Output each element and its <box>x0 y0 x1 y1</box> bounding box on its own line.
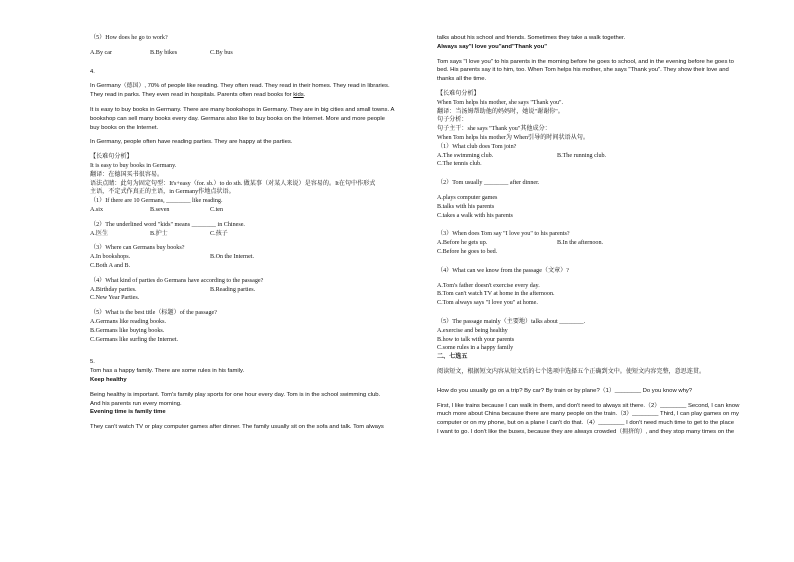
question-stem: （1）If there are 10 Germans, ________ like reading. <box>90 198 223 205</box>
option: A.In bookshops. <box>90 254 131 261</box>
option: A.exercise and being healthy <box>437 327 508 334</box>
analysis-line: When Tom helps his mother, she says "Thank you". <box>437 99 564 106</box>
option: A.Germans like reading books. <box>90 318 166 325</box>
passage-number: 5. <box>90 359 95 366</box>
analysis-title: 【长难句分析】 <box>90 154 133 161</box>
analysis-line: When Tom helps his mother为 When引导的时间状语从句。 <box>437 134 589 141</box>
analysis-line: 主语，不定式作真正的主语，in Germany作地点状语。 <box>90 189 235 196</box>
answer-options <box>90 230 424 239</box>
option: C.takes a walk with his parents <box>437 212 513 219</box>
passage-line: bed. His parents say it to him, too. When Tom helps his mother, she says "Thank you". They show their love and <box>437 67 729 74</box>
passage-number: 4. <box>90 68 95 75</box>
option: B.The running club. <box>557 152 607 159</box>
option: A.Before he gets up. <box>437 240 488 247</box>
passage-line: computer or on my phone, but on a plane I can't do that.（4）________ I don't need much time to get to the place <box>437 420 734 427</box>
question-stem: （5）What is the best title（标题）of the passage? <box>90 310 217 317</box>
answer-options <box>437 152 773 161</box>
answer-options <box>90 206 424 215</box>
question-stem: （5）The passage mainly（主要地）talks about ________. <box>437 318 586 325</box>
question-stem: （2）The underlined word "kids" means ________ in Chinese. <box>90 221 245 228</box>
analysis-line: 语法点睛：此句为固定句型：It's+easy（for. sb.）to do sth. 做某事（对某人来说）是容易的。It在句中作形式 <box>90 180 376 187</box>
option: C.Before he goes to bed. <box>437 248 498 255</box>
section-heading: Keep healthy <box>90 376 127 383</box>
option: B.In the afternoon. <box>557 240 604 247</box>
option: B.talks with his parents <box>437 203 495 210</box>
passage-line: I want to go. I don't like the buses, because they are always crowded（拥挤的）, and they stop many times on the <box>437 428 735 435</box>
option: C.Both A and B. <box>90 262 131 269</box>
option: B.how to talk with your parents <box>437 336 515 343</box>
left-column <box>90 34 424 432</box>
analysis-line: 句子主干：she says "Thank you"其他成分： <box>437 126 551 133</box>
section-heading: Evening time is family time <box>90 409 166 416</box>
option: C.some rules in a happy family <box>437 345 514 352</box>
passage-line: How do you usually go on a trip? By car? By train or by plane?（1）________ Do you know why? <box>437 387 693 394</box>
analysis-line: 翻译：在德国买书很容易。 <box>90 171 164 178</box>
answer-options <box>90 49 424 58</box>
question-stem: （5）How does he go to work? <box>90 35 168 41</box>
question-stem: （1）What club does Tom join? <box>437 143 517 150</box>
passage-line: talks about his school and friends. Sometimes they take a walk together. <box>437 35 626 41</box>
passage-line: And his parents run every morning. <box>90 400 182 407</box>
passage-text: They read in parks. They even read in hospitals. Parents often read books for kids. <box>90 92 306 99</box>
option: B.On the Internet. <box>210 254 254 261</box>
option: B.护士 <box>150 230 168 237</box>
option: B.Germans like buying books. <box>90 327 165 334</box>
passage-line: bookshop can sell many books every day. Germans also like to buy books on the Internet. More and more people <box>90 115 385 122</box>
option: C.By bus <box>210 49 233 56</box>
passage-line: buy books on the Internet. <box>90 124 159 131</box>
option: C.Tom always says "I love you" at home. <box>437 300 538 307</box>
passage-line: Tom has a happy family. There are some rules in his family. <box>90 368 245 375</box>
passage-line: Being healthy is important. Tom's family play sports for one hour every day. Tom is in the school swimming club. <box>90 391 381 398</box>
option: A.plays computer games <box>437 194 498 201</box>
question-stem: （4）What can we know from the passage（文章）? <box>437 267 569 274</box>
option: C.New Year Parties. <box>90 295 140 302</box>
answer-options <box>90 253 424 262</box>
option: C.The tennis club. <box>437 161 482 168</box>
analysis-line: 翻译：当汤姆帮助他的妈妈时，她说"谢谢你"。 <box>437 108 564 115</box>
option: A.医生 <box>90 230 109 237</box>
analysis-title: 【长难句分析】 <box>437 90 480 97</box>
passage-line: In Germany, people often have reading parties. They are happy at the parties. <box>90 139 293 146</box>
section-heading: Always say"I love you"and"Thank you" <box>437 43 548 50</box>
question-stem: （3）When does Tom say "I love you" to his parents? <box>437 231 570 238</box>
option: B.seven <box>150 206 170 213</box>
question-stem: （2）Tom usually ________ after dinner. <box>437 180 540 187</box>
question-stem: （3）Where can Germans buy books? <box>90 245 185 252</box>
option: A.Tom's father doesn't exercise every day. <box>437 282 540 289</box>
analysis-line: It is easy to buy books in Germany. <box>90 162 177 169</box>
passage-line: Tom says "I love you" to his parents in the morning before he goes to school, and in the evening before he goes to <box>437 58 734 65</box>
instruction: 阅读短文，根据短文内容从短文后的七个选项中选择五个正确到文中。使短文内容完整，意思连贯。 <box>437 368 706 375</box>
option: B.Tom can't watch TV at home in the afternoon. <box>437 291 555 298</box>
option: B.Reading parties. <box>210 286 256 293</box>
option: A.six <box>90 206 104 213</box>
option: B.By bikes <box>150 49 178 56</box>
analysis-line: 句子分析： <box>437 117 468 124</box>
passage-line: First, I like trains because I can walk in them, and don't need to always sit there.（2）________ Second, I can know <box>437 402 740 409</box>
question-stem: （4）What kind of parties do Germans have according to the passage? <box>90 277 264 284</box>
passage-line: thanks all the time. <box>437 76 487 83</box>
section-title: 二、七选五 <box>437 354 468 361</box>
option: C.孩子 <box>210 230 228 237</box>
option: A.Birthday parties. <box>90 286 137 293</box>
answer-options <box>90 286 424 295</box>
passage-line: They can't watch TV or play computer games after dinner. The family usually sit on the sofa and talk. Tom always <box>90 424 384 431</box>
option: A.By car <box>90 49 112 56</box>
passage-line: It is easy to buy books in Germany. There are many bookshops in Germany. They are in big cities and small towns. A <box>90 106 395 113</box>
option: C.Germans like surfing the Internet. <box>90 336 178 343</box>
answer-options <box>437 239 773 248</box>
right-column <box>437 34 773 437</box>
option: A.The swimming club. <box>437 152 494 159</box>
option: C.ten <box>210 206 224 213</box>
passage-line: much more about China because there are many people on the train.（3）________ Third, I can play games on my <box>437 411 739 418</box>
passage-line <box>90 91 424 100</box>
passage-line: In Germany（德国）, 70% of people like reading. They often read. They read in their homes. They read in libraries. <box>90 83 390 90</box>
underlined-word: kids <box>293 92 304 99</box>
